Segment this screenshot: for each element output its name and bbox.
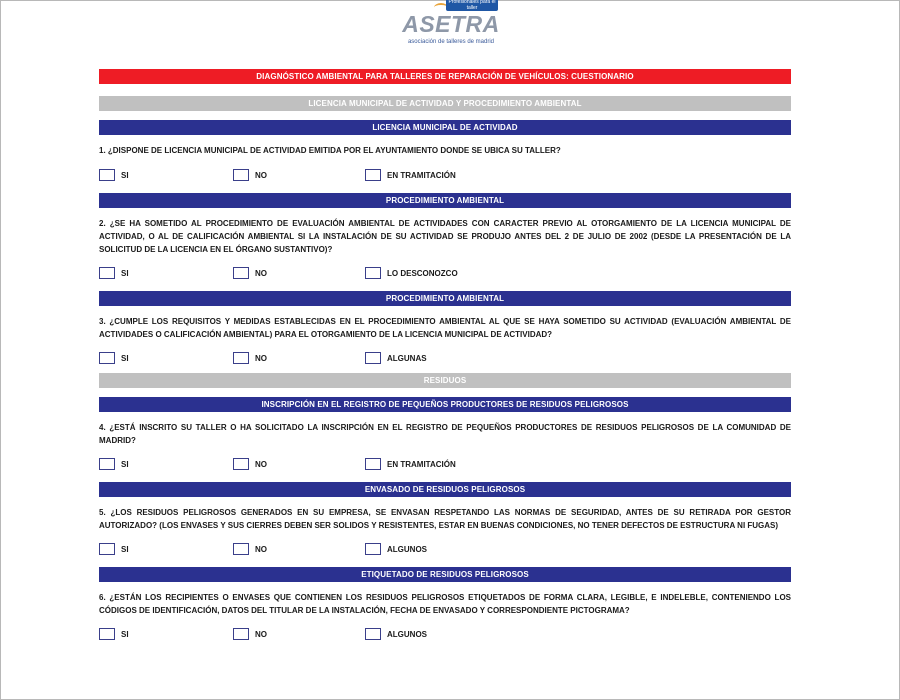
asetra-logo — [396, 0, 506, 52]
q4-option-no[interactable] — [233, 457, 267, 471]
q5-heading: ENVASADO DE RESIDUOS PELIGROSOS — [99, 482, 791, 497]
checkbox[interactable] — [365, 352, 381, 364]
option-label: NO — [255, 544, 267, 554]
q5-option-no[interactable] — [233, 542, 267, 556]
q1-option-tramitacion[interactable] — [365, 168, 456, 182]
checkbox[interactable] — [233, 169, 249, 181]
checkbox[interactable] — [365, 628, 381, 640]
checkbox[interactable] — [99, 458, 115, 470]
checkbox[interactable] — [233, 267, 249, 279]
logo-subtitle: asociación de talleres de madrid — [407, 39, 495, 45]
q5-options — [99, 542, 791, 558]
option-label: NO — [255, 170, 267, 180]
q4-options — [99, 457, 791, 473]
q1-option-no[interactable] — [233, 168, 267, 182]
q1-text: 1. ¿DISPONE DE LICENCIA MUNICIPAL DE ACTIVIDAD EMITIDA POR EL AYUNTAMIENTO DONDE SE UBICA SU TALLER? — [99, 146, 561, 155]
checkbox[interactable] — [99, 352, 115, 364]
q6-option-si[interactable] — [99, 627, 129, 641]
q2-option-si[interactable] — [99, 266, 129, 280]
q6-options — [99, 627, 791, 643]
q4-option-si[interactable] — [99, 457, 129, 471]
option-label: ALGUNOS — [387, 629, 427, 639]
option-label: SI — [121, 170, 129, 180]
questionnaire — [99, 69, 791, 652]
option-label: SI — [121, 353, 129, 363]
q5-text: 5. ¿LOS RESIDUOS PELIGROSOS GENERADOS EN SU EMPRESA, SE ENVASAN RESPETANDO LAS NORMAS DE SEGURIDAD, ANTES DE SU RETIRADA POR GESTOR AUTORIZADO? (LOS ENVASES Y SUS CIERRES DEBEN SER SOLIDOS Y RESISTENTES, ESTAR EN BUENAS CONDICIONES, NO TENER DEFECTOS DE ESTRUCTURA NI FUGAS) — [99, 508, 791, 530]
q6-text: 6. ¿ESTÁN LOS RECIPIENTES O ENVASES QUE CONTIENEN LOS RESIDUOS PELIGROSOS ETIQUETADOS DE FORMA CLARA, LEGIBLE, E INDELEBLE, CONTENIENDO LOS CÓDIGOS DE IDENTIFICACIÓN, DATOS DEL TITULAR DE LA INSTALACIÓN, FECHA DE ENVASADO Y CORRESPONDIENTE PICTOGRAMA? — [99, 593, 791, 615]
section-header-residuos: RESIDUOS — [99, 373, 791, 388]
option-label: NO — [255, 459, 267, 469]
section-header-licencia: LICENCIA MUNICIPAL DE ACTIVIDAD Y PROCEDIMIENTO AMBIENTAL — [99, 96, 791, 111]
q2-options — [99, 266, 791, 282]
q2-option-no[interactable] — [233, 266, 267, 280]
q2-text: 2. ¿SE HA SOMETIDO AL PROCEDIMIENTO DE EVALUACIÓN AMBIENTAL DE ACTIVIDADES CON CARACTER PREVIO AL OTORGAMIENTO DE LA LICENCIA MUNICIPAL DE ACTIVIDAD, O AL DE CALIFICACIÓN AMBIENTAL SI LA INSTALACIÓN DE SU ACTIVIDAD SE PRODUJO ANTES DEL 2 DE JULIO DE 2002 (DESDE LA PRESENTACIÓN DE LA SOLICITUD DE LA LICENCIA EN EL ÓRGANO SUSTANTIVO)? — [99, 219, 791, 254]
q6-option-no[interactable] — [233, 627, 267, 641]
checkbox[interactable] — [99, 169, 115, 181]
checkbox[interactable] — [99, 267, 115, 279]
document-title: DIAGNÓSTICO AMBIENTAL PARA TALLERES DE REPARACIÓN DE VEHÍCULOS: CUESTIONARIO — [99, 69, 791, 84]
checkbox[interactable] — [99, 543, 115, 555]
q3-option-si[interactable] — [99, 351, 129, 365]
q1-options — [99, 168, 791, 184]
option-label: SI — [121, 268, 129, 278]
option-label: ALGUNAS — [387, 353, 427, 363]
q1-heading: LICENCIA MUNICIPAL DE ACTIVIDAD — [99, 120, 791, 135]
checkbox[interactable] — [233, 543, 249, 555]
q6-option-algunos[interactable] — [365, 627, 427, 641]
q3-option-no[interactable] — [233, 351, 267, 365]
q5-option-si[interactable] — [99, 542, 129, 556]
option-label: ALGUNOS — [387, 544, 427, 554]
logo-title: ASETRA — [402, 11, 500, 37]
logo-tagline: Profesionales para el taller — [446, 0, 498, 11]
option-label: EN TRAMITACIÓN — [387, 459, 456, 469]
option-label: SI — [121, 629, 129, 639]
checkbox[interactable] — [365, 267, 381, 279]
option-label: SI — [121, 544, 129, 554]
q3-text: 3. ¿CUMPLE LOS REQUISITOS Y MEDIDAS ESTABLECIDAS EN EL PROCEDIMIENTO AMBIENTAL AL QUE SE HAYA SOMETIDO SU ACTIVIDAD (EVALUACIÓN AMBIENTAL DE ACTIVIDADES O CALIFICACIÓN AMBIENTAL) PARA EL OTORGAMIENTO DE LA LICENCIA MUNICIPAL DE ACTIVIDAD? — [99, 317, 791, 339]
checkbox[interactable] — [99, 628, 115, 640]
checkbox[interactable] — [365, 543, 381, 555]
q6-heading: ETIQUETADO DE RESIDUOS PELIGROSOS — [99, 567, 791, 582]
q3-options — [99, 351, 791, 367]
q4-option-tramitacion[interactable] — [365, 457, 456, 471]
option-label: NO — [255, 353, 267, 363]
checkbox[interactable] — [233, 458, 249, 470]
option-label: SI — [121, 459, 129, 469]
q3-option-algunas[interactable] — [365, 351, 427, 365]
q2-heading: PROCEDIMIENTO AMBIENTAL — [99, 193, 791, 208]
q4-heading: INSCRIPCIÓN EN EL REGISTRO DE PEQUEÑOS PRODUCTORES DE RESIDUOS PELIGROSOS — [99, 397, 791, 412]
option-label: NO — [255, 629, 267, 639]
option-label: NO — [255, 268, 267, 278]
option-label: LO DESCONOZCO — [387, 268, 458, 278]
checkbox[interactable] — [365, 169, 381, 181]
option-label: EN TRAMITACIÓN — [387, 170, 456, 180]
q1-option-si[interactable] — [99, 168, 129, 182]
checkbox[interactable] — [233, 628, 249, 640]
q3-heading: PROCEDIMIENTO AMBIENTAL — [99, 291, 791, 306]
checkbox[interactable] — [233, 352, 249, 364]
q5-option-algunos[interactable] — [365, 542, 427, 556]
q4-text: 4. ¿ESTÁ INSCRITO SU TALLER O HA SOLICITADO LA INSCRIPCIÓN EN EL REGISTRO DE PEQUEÑOS PRODUCTORES DE RESIDUOS PELIGROSOS DE LA COMUNIDAD DE MADRID? — [99, 423, 791, 445]
q2-option-desconozco[interactable] — [365, 266, 458, 280]
checkbox[interactable] — [365, 458, 381, 470]
